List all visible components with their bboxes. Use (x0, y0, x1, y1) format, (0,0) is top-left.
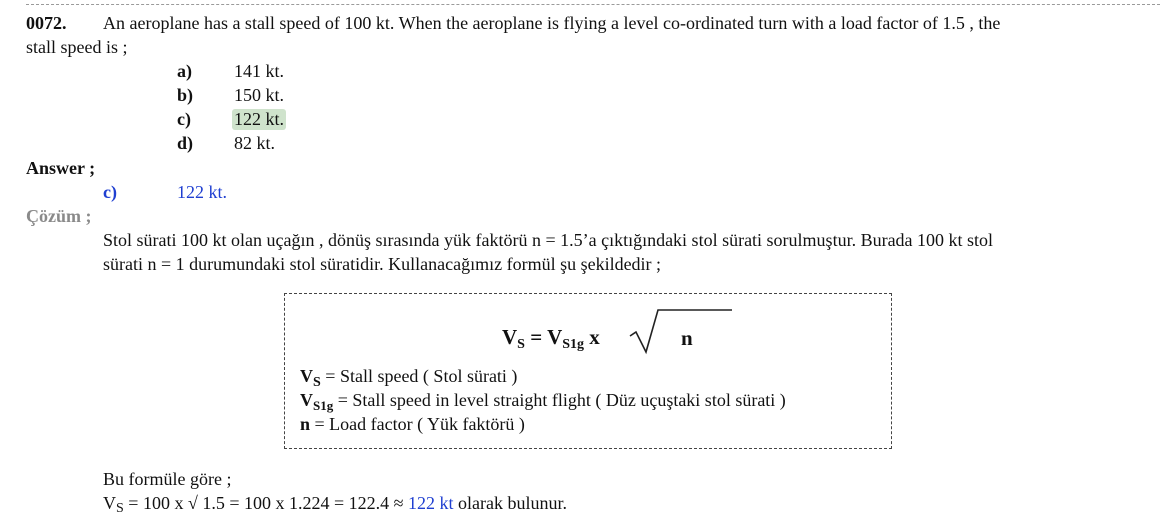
calculation-line (103, 493, 567, 514)
calc-tail: olarak bulunur. (458, 493, 568, 513)
option-c-letter: c) (177, 109, 191, 129)
definition-n-symbol: n (300, 414, 311, 434)
option-d-text: 82 kt. (234, 133, 276, 153)
definition-vs-text: = Stall speed ( Stol sürati ) (325, 366, 518, 386)
option-b-letter: b) (177, 85, 194, 105)
formula-radicand: n (681, 326, 693, 350)
formula-equation (502, 325, 600, 350)
calc-text: = 100 x √ 1.5 = 100 x 1.224 = 122.4 ≈ (128, 493, 404, 513)
definition-n-text: = Load factor ( Yük faktörü ) (314, 414, 525, 434)
option-d-letter: d) (177, 133, 194, 153)
answer-label: Answer ; (26, 158, 96, 178)
definition-vs1g-symbol: V (300, 390, 313, 410)
answer-letter: c) (103, 182, 117, 202)
formula-rhs: V (547, 325, 563, 349)
formula-times: x (589, 325, 600, 349)
calculation-label: Bu formüle göre ; (103, 469, 232, 489)
option-a-text: 141 kt. (234, 61, 285, 81)
formula-lhs: V (502, 325, 518, 349)
calc-v-sub: S (116, 501, 124, 516)
question-number: 0072. (26, 13, 67, 33)
answer-text: 122 kt. (177, 182, 228, 202)
calc-result: 122 kt (408, 493, 454, 513)
definition-vs-symbol: V (300, 366, 313, 386)
definition-vs1g (300, 390, 786, 411)
definition-n (300, 414, 525, 435)
option-a-letter: a) (177, 61, 192, 81)
formula-equals: = (530, 325, 543, 349)
solution-line1: Stol sürati 100 kt olan uçağın , dönüş sırasında yük faktörü n = 1.5’a çıktığındaki stol sürati sorulmuştur. Burada 100 kt stol (103, 230, 994, 250)
question-text-line1: An aeroplane has a stall speed of 100 kt. When the aeroplane is flying a level co-ordinated turn with a load factor of 1.5 , the (103, 13, 1001, 33)
definition-vs1g-text: = Stall speed in level straight flight ( Düz uçuştaki stol sürati ) (337, 390, 786, 410)
calc-v: V (103, 493, 116, 513)
solution-line2: sürati n = 1 durumundaki stol süratidir. Kullanacağımız formül şu şekildedir ; (103, 254, 662, 274)
option-c-text-highlighted: 122 kt. (234, 109, 285, 129)
formula-lhs-sub: S (517, 337, 525, 352)
option-b-text: 150 kt. (234, 85, 285, 105)
top-divider (26, 4, 1160, 5)
solution-label: Çözüm ; (26, 206, 92, 226)
definition-vs (300, 366, 518, 390)
definition-vs1g-sub: S1g (313, 398, 334, 413)
definition-vs-sub: S (313, 375, 321, 390)
question-text-line2: stall speed is ; (26, 37, 128, 57)
formula-rhs-sub: S1g (562, 337, 585, 352)
